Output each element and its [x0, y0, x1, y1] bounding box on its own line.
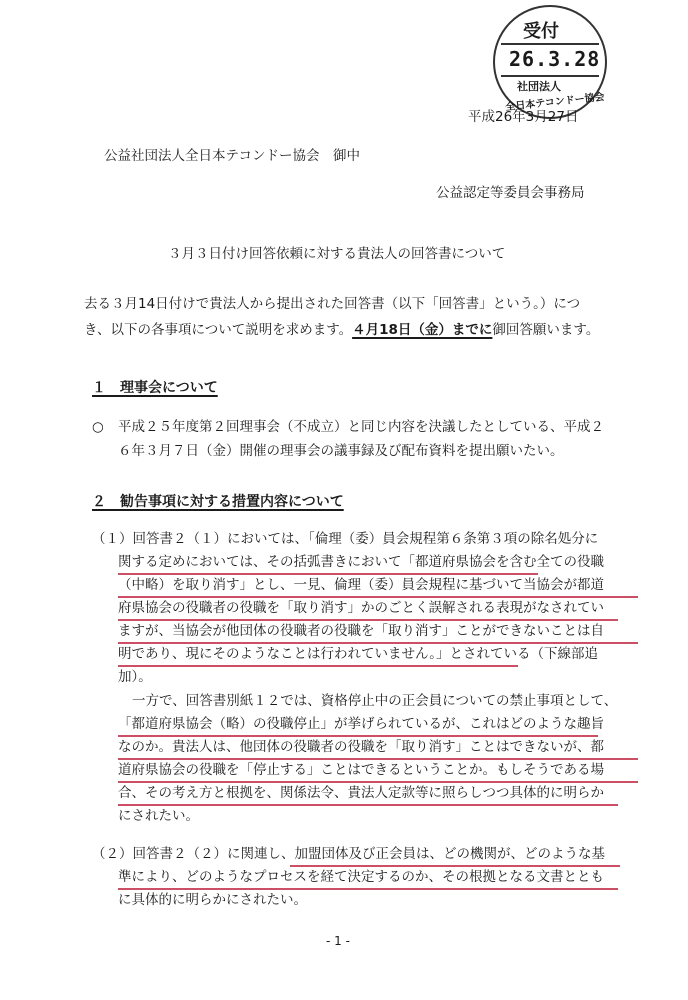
stamp-divider-bottom [501, 75, 599, 77]
red-underline [118, 573, 538, 575]
item-2-line-1: （２）回答書２（２）に関連し、加盟団体及び正会員は、どの機関が、どのような基 [92, 846, 605, 862]
item-1-line-2: 関する定めにおいては、その括弧書きにおいて「都道府県協会を含む全ての役職 [118, 554, 604, 570]
stamp-received-text: 受付 [523, 21, 559, 42]
intro-line-2c: 御回答願います。 [492, 322, 600, 338]
item-1-line-3: （中略）を取り消す」とし、一見、倫理（委）員会規程に基づいて当協会が都道 [118, 577, 604, 593]
stamp-org-line1: 社団法人 [517, 80, 561, 93]
document-date: 平成26年3月27日 [468, 109, 579, 125]
red-underline [118, 804, 618, 806]
red-underline [118, 758, 638, 760]
document-title: ３月３日付け回答依頼に対する貴法人の回答書について [168, 246, 506, 262]
stamp-date: 26.3.28 [509, 47, 601, 71]
stamp-divider-top [501, 43, 599, 45]
section-1-heading: １ 理事会について [92, 380, 218, 396]
item-1-para2-line-3: なのか。貴法人は、他団体の役職者の役職を「取り消す」ことはできないが、都 [118, 739, 604, 755]
section-1-line-2: ６年３月７日（金）開催の理事会の議事録及び配布資料を提出願いたい。 [118, 443, 564, 459]
red-underline [118, 665, 518, 667]
item-1-para2-line-4: 道府県協会の役職を「停止する」ことはできるということか。もしそうである場 [118, 762, 604, 778]
item-1-line-6: 明であり、現にそのようなことは行われていません。」とされている（下線部追 [118, 646, 599, 662]
stamp-org-line2: 全日本テコンドー協会 [504, 91, 606, 114]
red-underline [118, 596, 638, 598]
item-1-para2-line-6: にされたい。 [118, 808, 199, 824]
item-1-line-1: （１）回答書２（１）においては、「倫理（委）員会規程第６条第３項の除名処分に [92, 531, 599, 547]
page-number: - 1 - [326, 934, 350, 948]
reply-deadline: ４月18日（金）までに [352, 322, 493, 338]
item-2-line-3: に具体的に明らかにされたい。 [118, 892, 307, 908]
red-underline [118, 642, 638, 644]
intro-line-2a: き、以下の各事項について説明を求めます。 [84, 322, 353, 338]
intro-line-2 [84, 319, 599, 341]
red-underline [118, 888, 618, 890]
reception-stamp [493, 5, 607, 119]
red-underline [118, 619, 618, 621]
red-underline [290, 865, 620, 867]
item-1-line-5: ますが、当協会が他団体の役職者の役職を「取り消す」ことができないことは自 [118, 623, 604, 639]
addressee: 公益社団法人全日本テコンドー協会 御中 [104, 148, 360, 164]
item-1-para2-line-1: 一方で、回答書別紙１２では、資格停止中の正会員についての禁止事項として、 [132, 693, 618, 709]
red-underline [118, 735, 598, 737]
sender: 公益認定等委員会事務局 [436, 185, 585, 201]
red-underline [118, 781, 638, 783]
item-1-line-7: 加）。 [118, 669, 152, 685]
item-1-line-4: 府県協会の役職者の役職を「取り消す」かのごとく誤解される表現がなされてい [118, 600, 604, 616]
item-1-para2-line-2: 「都道府県協会（略）の役職停止」が挙げられているが、これはどのような趣旨 [118, 716, 604, 732]
section-1-line-1: 平成２５年度第２回理事会（不成立）と同じ内容を決議したとしている、平成２ [118, 419, 604, 435]
section-1-bullet: ○ [92, 419, 104, 435]
section-2-heading: ２ 勧告事項に対する措置内容について [92, 494, 344, 510]
item-2-line-2: 準により、どのようなプロセスを経て決定するのか、その根拠となる文書ととも [118, 869, 604, 885]
intro-line-1: 去る３月14日付けで貴法人から提出された回答書（以下「回答書」という。）につ [84, 296, 581, 312]
item-1-para2-line-5: 合、その考え方と根拠を、関係法令、貴法人定款等に照らしつつ具体的に明らか [118, 785, 604, 801]
